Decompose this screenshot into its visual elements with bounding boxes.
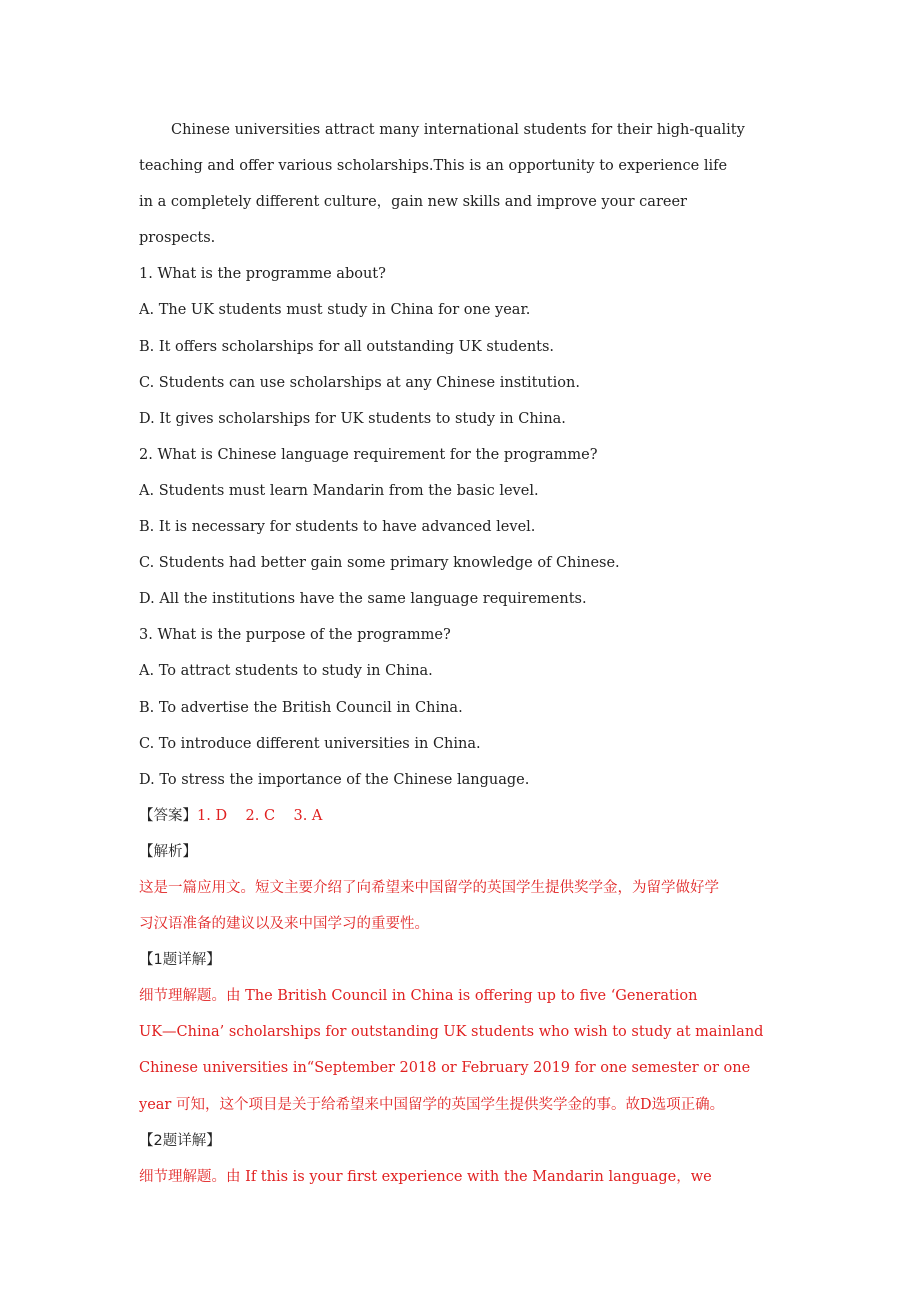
detail1-line: year 可知，这个项目是关于给希望来中国留学的英国学生提供奖学金的事。故D选项正确。 xyxy=(139,1096,725,1113)
option: B. It is necessary for students to have advanced level. xyxy=(139,519,536,536)
detail2-line: 细节理解题。由 If this is your first experience with the Mandarin language，we xyxy=(139,1168,712,1185)
question-stem: 2. What is Chinese language requirement for the programme? xyxy=(139,446,598,463)
answer-line xyxy=(139,798,789,834)
passage-line: teaching and offer various scholarships.This is an opportunity to experience life xyxy=(139,158,728,175)
detail1-line: Chinese universities in“September 2018 or February 2019 for one semester or one xyxy=(139,1060,751,1077)
question-stem: 1. What is the programme about? xyxy=(139,266,386,283)
option: C. To introduce different universities in China. xyxy=(139,735,481,752)
detail1-line: 细节理解题。由 The British Council in China is offering up to five ‘Generation xyxy=(139,988,698,1005)
passage-line: in a completely different culture，gain new skills and improve your career xyxy=(139,194,687,211)
passage-line: prospects. xyxy=(139,230,216,247)
analysis-line: 习汉语准备的建议以及来中国学习的重要性。 xyxy=(139,916,429,933)
option: D. To stress the importance of the Chinese language. xyxy=(139,771,530,788)
option: D. It gives scholarships for UK students to study in China. xyxy=(139,410,566,427)
answer-label: 【答案】 xyxy=(139,807,197,824)
detail1-label: 【1题详解】 xyxy=(139,952,221,969)
option: A. The UK students must study in China for one year. xyxy=(139,302,531,319)
analysis-label: 【解析】 xyxy=(139,843,197,860)
option: D. All the institutions have the same language requirements. xyxy=(139,591,587,608)
option: A. Students must learn Mandarin from the basic level. xyxy=(139,482,539,499)
question-stem: 3. What is the purpose of the programme? xyxy=(139,627,451,644)
analysis-line: 这是一篇应用文。短文主要介绍了向希望来中国留学的英国学生提供奖学金，为留学做好学 xyxy=(139,879,719,896)
detail2-label: 【2题详解】 xyxy=(139,1132,221,1149)
detail1-line: UK—China’ scholarships for outstanding UK students who wish to study at mainland xyxy=(139,1024,764,1041)
option: C. Students can use scholarships at any Chinese institution. xyxy=(139,374,580,391)
document-page xyxy=(139,112,789,1195)
option: B. It offers scholarships for all outstanding UK students. xyxy=(139,338,555,355)
option: A. To attract students to study in China. xyxy=(139,663,433,680)
answer-text: 1. D 2. C 3. A xyxy=(197,807,323,824)
option: C. Students had better gain some primary knowledge of Chinese. xyxy=(139,555,620,572)
passage-line: Chinese universities attract many international students for their high-quality xyxy=(171,122,745,138)
option: B. To advertise the British Council in China. xyxy=(139,699,463,716)
